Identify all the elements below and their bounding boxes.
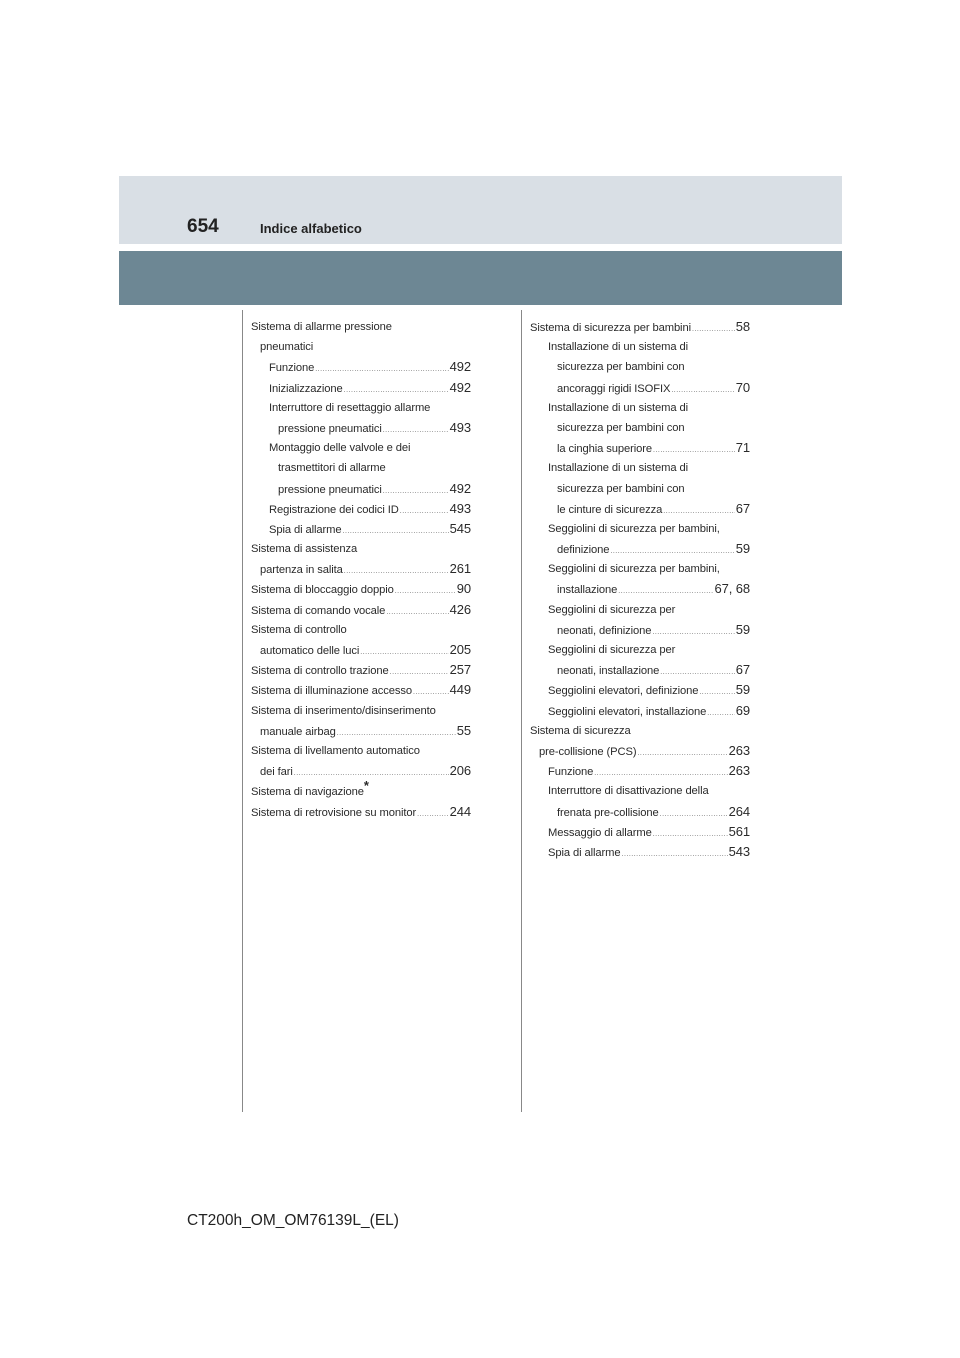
index-entry-text: Sistema di bloccaggio doppio xyxy=(251,584,394,597)
index-entry-text: le cinture di sicurezza xyxy=(557,503,663,516)
page-reference: 492 xyxy=(449,480,471,496)
page-reference: 55 xyxy=(456,722,471,738)
index-entry xyxy=(530,680,750,700)
index-entry xyxy=(251,479,471,499)
dot-leader xyxy=(653,447,735,454)
page-reference: 257 xyxy=(449,662,471,678)
index-entry xyxy=(251,357,471,377)
dot-leader xyxy=(294,770,449,777)
index-entry-text: automatico delle luci xyxy=(260,645,360,657)
right-column-rule xyxy=(521,310,522,1112)
dot-leader xyxy=(699,689,734,696)
index-entry xyxy=(530,741,750,761)
dot-leader xyxy=(360,649,448,656)
index-entry xyxy=(251,539,471,559)
page-reference: 264 xyxy=(728,803,750,819)
index-entry-text: Montaggio delle valvole e dei xyxy=(269,442,411,455)
dot-leader xyxy=(653,831,728,838)
index-entry xyxy=(530,579,750,599)
index-entry-text: trasmettitori di allarme xyxy=(278,462,386,475)
dot-leader xyxy=(671,387,734,394)
index-entry-text: Funzione xyxy=(548,766,594,779)
page-reference: 426 xyxy=(449,601,471,617)
asterisk-mark: * xyxy=(363,778,369,794)
index-entry-text: Sistema di controllo trazione xyxy=(251,665,389,678)
page-reference: 493 xyxy=(449,419,471,435)
page-reference: 263 xyxy=(728,763,750,779)
index-entry xyxy=(530,802,750,822)
page-reference: 67, 68 xyxy=(714,581,750,597)
index-entry xyxy=(530,620,750,640)
index-entry-text: Messaggio di allarme xyxy=(548,826,652,839)
index-entry xyxy=(251,519,471,539)
page-reference: 71 xyxy=(735,440,750,456)
page-reference: 206 xyxy=(449,763,471,779)
header-top-band xyxy=(119,176,842,244)
index-entry xyxy=(530,458,750,478)
index-entry-text: Sistema di allarme pressione xyxy=(251,321,392,333)
index-entry xyxy=(530,337,750,357)
index-entry xyxy=(251,559,471,579)
index-entry xyxy=(530,479,750,499)
index-entry-text: Sistema di sicurezza xyxy=(530,724,631,737)
page-reference: 90 xyxy=(456,581,471,597)
dot-leader xyxy=(618,588,713,595)
index-column-right xyxy=(530,317,750,862)
index-entry xyxy=(251,499,471,519)
dot-leader xyxy=(707,710,735,717)
index-entry xyxy=(251,337,471,357)
dot-leader xyxy=(417,811,449,818)
index-entry xyxy=(530,418,750,438)
dot-leader xyxy=(344,568,449,575)
index-entry xyxy=(530,378,750,398)
index-entry-text: Installazione di un sistema di xyxy=(548,341,689,354)
index-entry-text: sicurezza per bambini con xyxy=(557,361,685,374)
index-entry xyxy=(251,660,471,680)
index-entry-text: Interruttore di resettaggio allarme xyxy=(269,401,431,414)
index-entry-text: sicurezza per bambini con xyxy=(557,482,685,495)
index-entry-text: pneumatici xyxy=(260,341,314,354)
index-entry-text: Seggiolini di sicurezza per bambini, xyxy=(548,563,720,576)
index-entry-text: frenata pre-collisione xyxy=(557,806,659,819)
index-entry xyxy=(530,600,750,620)
page-reference: 492 xyxy=(449,379,471,395)
index-entry-text: pressione pneumatici xyxy=(278,422,382,435)
index-entry-text: Spia di allarme xyxy=(269,523,342,536)
index-entry xyxy=(530,822,750,842)
header-dark-band xyxy=(119,251,842,305)
dot-leader xyxy=(390,669,449,676)
index-entry-text: neonati, installazione xyxy=(557,665,660,678)
index-entry-text: pre-collisione (PCS) xyxy=(539,745,637,758)
index-entry xyxy=(251,741,471,761)
index-entry xyxy=(530,660,750,680)
index-entry-text: Sistema di comando vocale xyxy=(251,604,386,617)
index-entry xyxy=(251,640,471,660)
index-entry xyxy=(530,842,750,862)
index-entry xyxy=(530,519,750,539)
dot-leader xyxy=(660,669,734,676)
index-entry xyxy=(530,640,750,660)
dot-leader xyxy=(594,770,727,777)
index-entry-text: installazione xyxy=(557,584,618,597)
dot-leader xyxy=(383,488,449,495)
index-entry-text: Funzione xyxy=(269,362,315,375)
dot-leader xyxy=(395,588,456,595)
index-entry-text: Sistema di controllo xyxy=(251,623,347,636)
index-entry-text: manuale airbag xyxy=(260,725,336,738)
page-reference: 561 xyxy=(728,823,750,839)
dot-leader xyxy=(652,629,734,636)
index-entry xyxy=(251,317,471,337)
index-entry xyxy=(251,802,471,822)
page-reference: 59 xyxy=(735,541,750,557)
index-entry xyxy=(251,579,471,599)
index-entry-text: Sistema di navigazione xyxy=(251,786,364,799)
index-entry-text: pressione pneumatici xyxy=(278,483,382,496)
index-entry xyxy=(251,600,471,620)
dot-leader xyxy=(343,528,449,535)
page-reference: 205 xyxy=(449,642,471,657)
index-entry-text: neonati, definizione xyxy=(557,624,652,637)
index-entry xyxy=(530,559,750,579)
dot-leader xyxy=(413,689,449,696)
index-entry xyxy=(251,761,471,781)
page-reference: 261 xyxy=(449,561,471,577)
index-entry-text: Sistema di inserimento/disinserimento xyxy=(251,704,436,717)
index-entry-text: Seggiolini di sicurezza per xyxy=(548,603,676,616)
document-code: CT200h_OM_OM76139L_(EL) xyxy=(187,1212,399,1229)
page-reference: 492 xyxy=(449,359,471,375)
index-entry-text: partenza in salita xyxy=(260,564,343,577)
index-entry xyxy=(530,398,750,418)
index-entry-text: la cinghia superiore xyxy=(557,443,653,456)
page-reference: 493 xyxy=(449,500,471,516)
dot-leader xyxy=(637,750,727,757)
index-entry xyxy=(530,781,750,801)
page-reference: 58 xyxy=(735,319,750,334)
index-entry-text: Seggiolini elevatori, installazione xyxy=(548,705,707,718)
page-reference: 263 xyxy=(728,742,750,758)
index-entry-text: Sistema di livellamento automatico xyxy=(251,744,420,757)
index-entry-text: Inizializzazione xyxy=(269,382,343,395)
index-entry xyxy=(530,499,750,519)
page-reference: 67 xyxy=(735,662,750,678)
index-entry-text: Installazione di un sistema di xyxy=(548,401,689,414)
dot-leader xyxy=(337,730,456,737)
index-entry xyxy=(530,539,750,559)
index-entry xyxy=(530,438,750,458)
dot-leader xyxy=(622,851,728,858)
index-column-left xyxy=(251,317,471,822)
index-entry-text: Sistema di sicurezza per bambini xyxy=(530,322,691,334)
dot-leader xyxy=(315,366,448,373)
index-entry xyxy=(530,701,750,721)
index-entry-text: Interruttore di disattivazione della xyxy=(548,785,709,798)
index-entry-text: Seggiolini elevatori, definizione xyxy=(548,685,699,698)
index-entry-text: Sistema di illuminazione accesso xyxy=(251,685,412,698)
index-entry-text: Spia di allarme xyxy=(548,846,621,859)
index-entry xyxy=(251,680,471,700)
index-entry-text: Sistema di assistenza xyxy=(251,543,358,556)
page-reference: 70 xyxy=(735,379,750,395)
section-title: Indice alfabetico xyxy=(260,221,362,236)
index-entry xyxy=(251,418,471,438)
index-entry xyxy=(530,357,750,377)
page-reference: 545 xyxy=(449,520,471,536)
index-entry-text: dei fari xyxy=(260,766,293,779)
dot-leader xyxy=(344,387,449,394)
index-entry xyxy=(530,761,750,781)
dot-leader xyxy=(400,508,449,515)
index-entry xyxy=(251,398,471,418)
index-entry-text: Sistema di retrovisione su monitor xyxy=(251,806,417,819)
dot-leader xyxy=(692,326,735,333)
page-reference: 449 xyxy=(449,682,471,698)
index-entry xyxy=(251,378,471,398)
index-entry-text: ancoraggi rigidi ISOFIX xyxy=(557,382,671,395)
page-reference: 244 xyxy=(449,803,471,819)
left-column-rule xyxy=(242,310,243,1112)
dot-leader xyxy=(660,811,728,818)
index-entry xyxy=(251,701,471,721)
index-entry xyxy=(251,458,471,478)
index-entry-text: sicurezza per bambini con xyxy=(557,421,685,434)
page-number: 654 xyxy=(187,216,219,237)
index-entry xyxy=(251,778,471,801)
page-reference: 59 xyxy=(735,621,750,637)
index-entry xyxy=(251,438,471,458)
dot-leader xyxy=(386,609,448,616)
index-entry-text: Seggiolini di sicurezza per bambini, xyxy=(548,522,720,535)
page-reference: 59 xyxy=(735,682,750,698)
index-entry-text: Registrazione dei codici ID xyxy=(269,503,399,516)
dot-leader xyxy=(663,508,734,515)
index-entry xyxy=(251,721,471,741)
index-entry-text: Installazione di un sistema di xyxy=(548,462,689,475)
index-entry xyxy=(530,721,750,741)
page-reference: 543 xyxy=(728,843,750,859)
index-entry xyxy=(530,317,750,337)
index-entry xyxy=(251,620,471,640)
dot-leader xyxy=(383,427,449,434)
page-reference: 69 xyxy=(735,702,750,718)
page-reference: 67 xyxy=(735,500,750,516)
dot-leader xyxy=(610,548,734,555)
index-entry-text: definizione xyxy=(557,544,610,557)
index-entry-text: Seggiolini di sicurezza per xyxy=(548,644,676,656)
